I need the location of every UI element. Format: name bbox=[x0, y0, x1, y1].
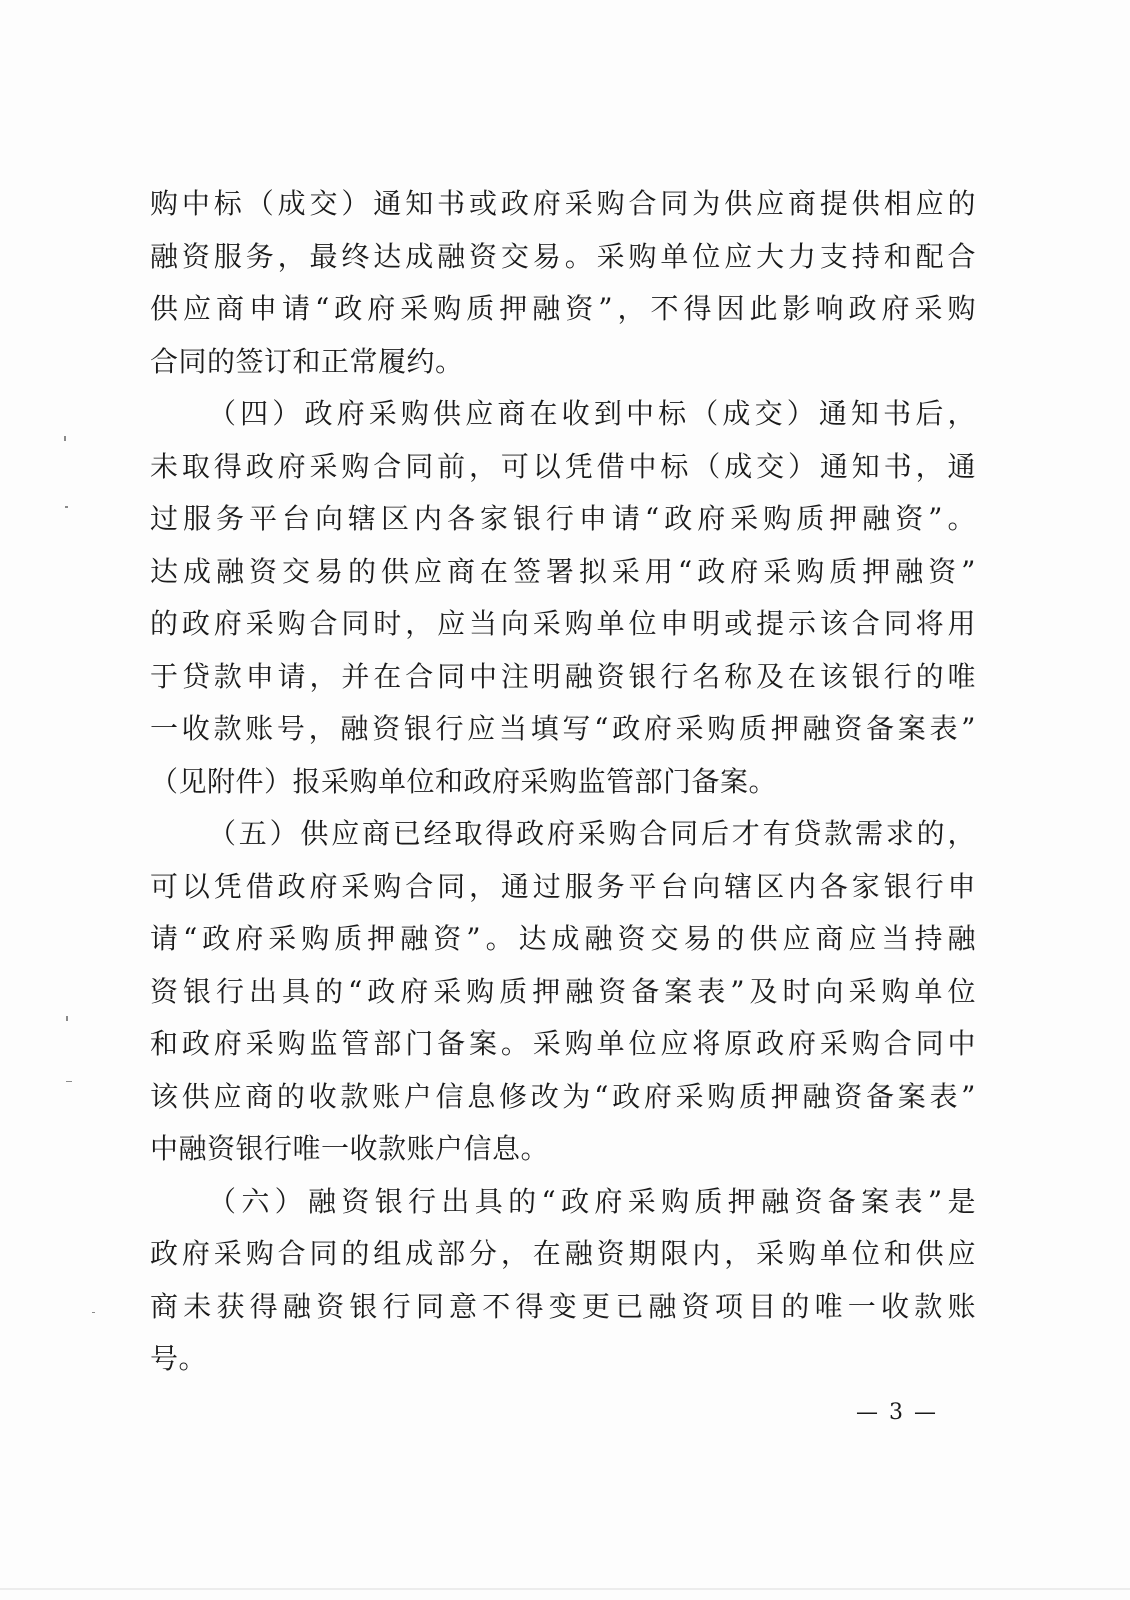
text-line: 和政府采购监管部门备案。采购单位应将原政府采购合同中 bbox=[150, 1027, 976, 1060]
text-line: （六）融资银行出具的“政府采购质押融资备案表”是 bbox=[208, 1184, 976, 1218]
text-line: 资银行出具的“政府采购质押融资备案表”及时向采购单位 bbox=[150, 974, 976, 1008]
scan-speck bbox=[66, 1016, 68, 1021]
text-line: 请“政府采购质押融资”。达成融资交易的供应商应当持融 bbox=[150, 922, 976, 955]
scan-speck bbox=[92, 1312, 95, 1313]
text-line: 一收款账号，融资银行应当填写“政府采购质押融资备案表” bbox=[150, 712, 976, 745]
text-line: 中融资银行唯一收款账户信息。 bbox=[150, 1132, 550, 1165]
text-line: （五）供应商已经取得政府采购合同后才有贷款需求的， bbox=[208, 817, 976, 850]
text-line: （四）政府采购供应商在收到中标（成交）通知书后， bbox=[208, 397, 976, 430]
text-line: 供应商申请“政府采购质押融资”，不得因此影响政府采购 bbox=[150, 292, 976, 325]
scan-speck bbox=[64, 436, 66, 441]
scan-edge bbox=[0, 1588, 1130, 1590]
scan-speck bbox=[65, 506, 68, 508]
text-line: 达成融资交易的供应商在签署拟采用“政府采购质押融资” bbox=[150, 554, 976, 588]
text-line: 过服务平台向辖区内各家银行申请“政府采购质押融资”。 bbox=[150, 502, 976, 535]
text-line: 商未获得融资银行同意不得变更已融资项目的唯一收款账 bbox=[150, 1289, 976, 1323]
text-line: 购中标（成交）通知书或政府采购合同为供应商提供相应的 bbox=[150, 187, 976, 220]
text-line: 未取得政府采购合同前，可以凭借中标（成交）通知书，通 bbox=[150, 449, 976, 483]
text-line: 该供应商的收款账户信息修改为“政府采购质押融资备案表” bbox=[150, 1079, 976, 1113]
text-line: 政府采购合同的组成部分，在融资期限内，采购单位和供应 bbox=[150, 1237, 976, 1270]
text-line: 号。 bbox=[150, 1342, 208, 1375]
page-number: — 3 — bbox=[856, 1400, 938, 1425]
text-line: 融资服务，最终达成融资交易。采购单位应大力支持和配合 bbox=[150, 239, 976, 273]
text-line: 合同的签订和正常履约。 bbox=[150, 344, 464, 378]
text-line: 可以凭借政府采购合同，通过服务平台向辖区内各家银行申 bbox=[150, 869, 976, 903]
text-line: 的政府采购合同时，应当向采购单位申明或提示该合同将用 bbox=[150, 607, 976, 640]
body-text bbox=[150, 178, 976, 1386]
scan-speck bbox=[66, 1081, 72, 1082]
text-line: （见附件）报采购单位和政府采购监管部门备案。 bbox=[150, 764, 778, 798]
text-line: 于贷款申请，并在合同中注明融资银行名称及在该银行的唯 bbox=[150, 659, 976, 693]
